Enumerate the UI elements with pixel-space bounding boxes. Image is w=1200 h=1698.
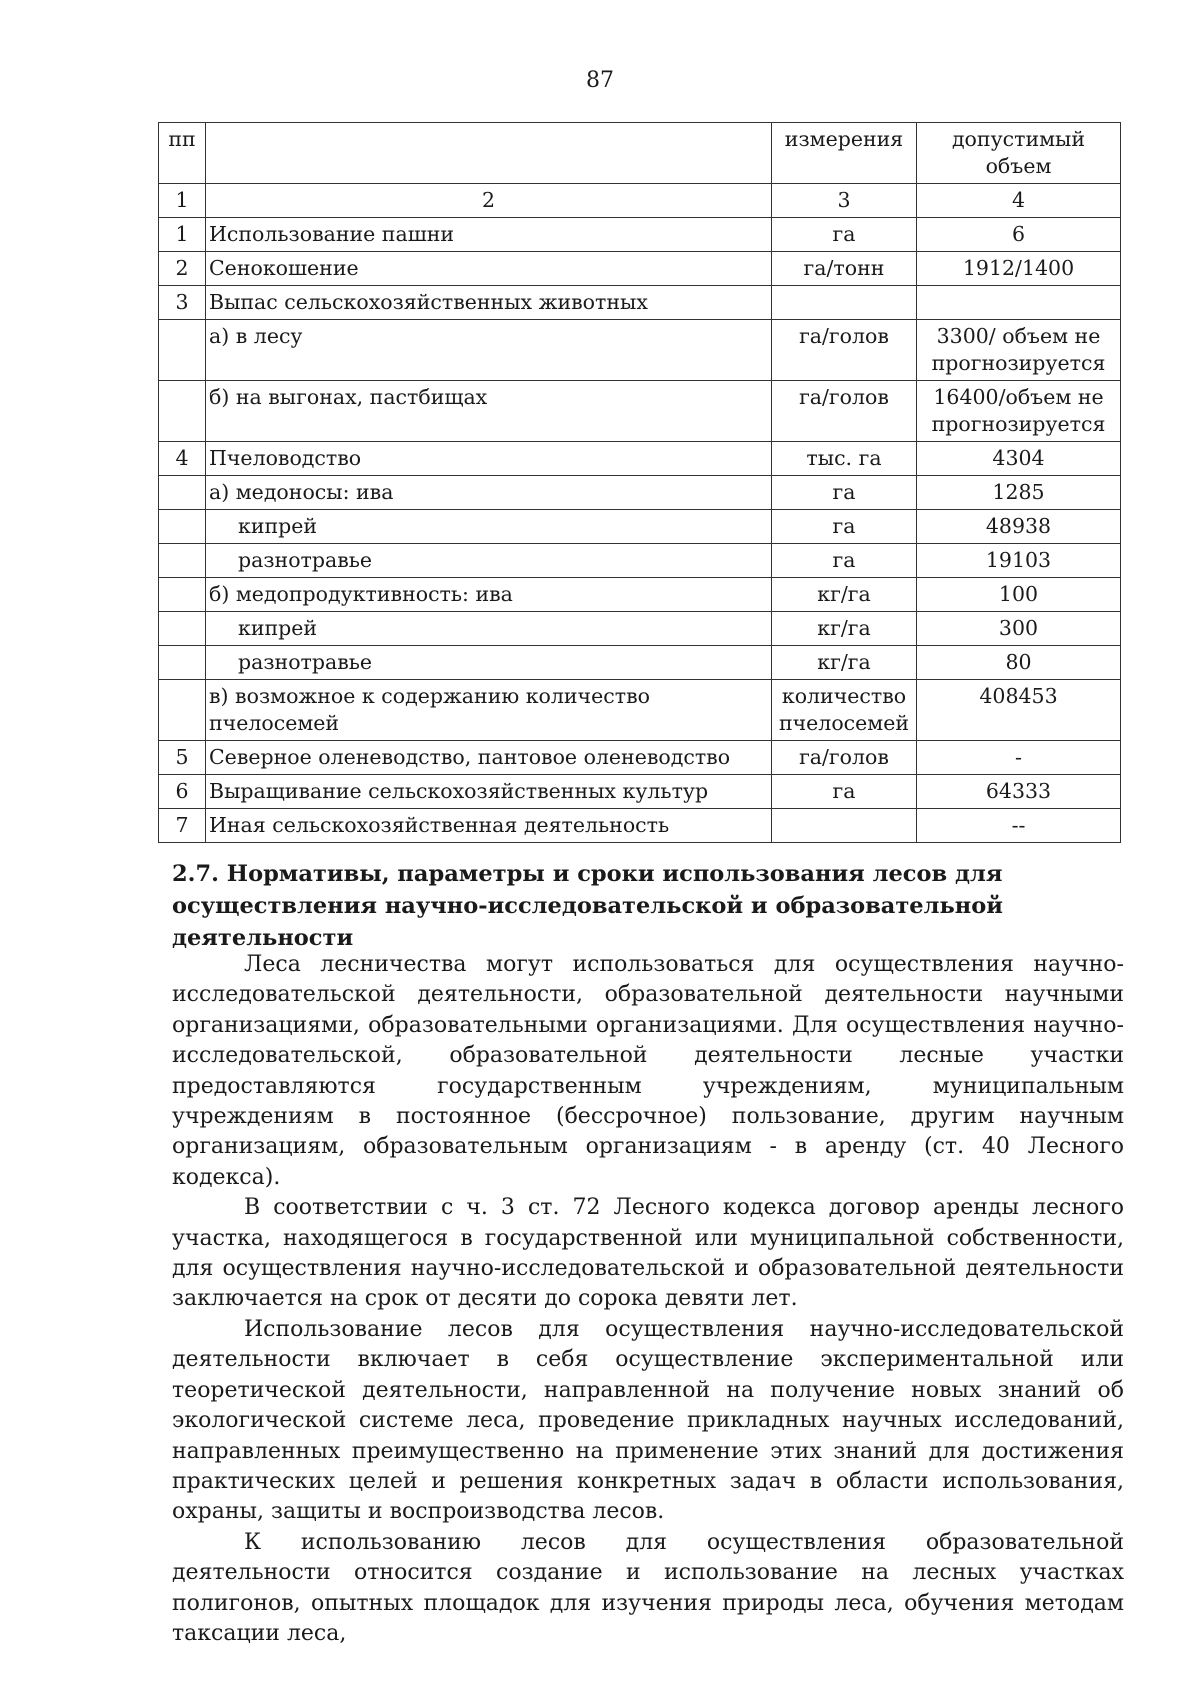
- row-number: 6: [159, 775, 206, 809]
- row-volume: 19103: [917, 544, 1121, 578]
- header-cell: измерения: [772, 123, 917, 184]
- row-number: [159, 578, 206, 612]
- body-text: [172, 950, 1124, 1649]
- table-row: [159, 252, 1121, 286]
- row-unit: га: [772, 544, 917, 578]
- row-number: [159, 612, 206, 646]
- row-name: б) на выгонах, пастбищах: [206, 381, 772, 442]
- row-volume: -: [917, 741, 1121, 775]
- table-row: [159, 544, 1121, 578]
- paragraph: Леса лесничества могут использоваться для осуществления научно-исследовательской деятельности, образовательной деятельности научными организациями, образовательными организациями. Для осуществления научно-исследовательской, образовательной деятельности лесные участки предоставляются государственным учреждениям, муниципальным учреждениям в постоянное (бессрочное) пользование, другим научным организациям, образовательным организациям - в аренду (ст. 40 Лесного кодекса).: [172, 952, 1124, 1190]
- table-index-row: [159, 184, 1121, 218]
- row-unit: га: [772, 476, 917, 510]
- row-number: [159, 680, 206, 741]
- table-row: [159, 680, 1121, 741]
- row-number: 5: [159, 741, 206, 775]
- table-row: [159, 612, 1121, 646]
- row-unit: га: [772, 218, 917, 252]
- row-unit: кг/га: [772, 578, 917, 612]
- row-volume: 408453: [917, 680, 1121, 741]
- row-name: кипрей: [206, 510, 772, 544]
- row-name: б) медопродуктивность: ива: [206, 578, 772, 612]
- row-volume: 4304: [917, 442, 1121, 476]
- row-volume: 1285: [917, 476, 1121, 510]
- row-number: 3: [159, 286, 206, 320]
- row-number: [159, 646, 206, 680]
- row-number: 4: [159, 442, 206, 476]
- row-number: [159, 381, 206, 442]
- table-row: [159, 646, 1121, 680]
- row-volume: 48938: [917, 510, 1121, 544]
- row-unit: га/тонн: [772, 252, 917, 286]
- header-cell: [206, 123, 772, 184]
- row-name: Сенокошение: [206, 252, 772, 286]
- table-row: [159, 320, 1121, 381]
- table-row: [159, 809, 1121, 843]
- table-row: [159, 510, 1121, 544]
- row-volume: --: [917, 809, 1121, 843]
- paragraph: Использование лесов для осуществления научно-исследовательской деятельности включает в себя осуществление экспериментальной или теоретической деятельности, направленной на получение новых знаний об экологической системе леса, проведение прикладных научных исследований, направленных преимущественно на применение этих знаний для достижения практических целей и решения конкретных задач в области использования, охраны, защиты и воспроизводства лесов.: [172, 1316, 1124, 1525]
- header-cell: допустимый объем: [917, 123, 1121, 184]
- row-name: кипрей: [206, 612, 772, 646]
- paragraph: К использованию лесов для осуществления образовательной деятельности относится создание и использование на лесных участках полигонов, опытных площадок для изучения природы леса, обучения методам таксации леса,: [172, 1529, 1124, 1646]
- row-unit: га/голов: [772, 320, 917, 381]
- row-name: Пчеловодство: [206, 442, 772, 476]
- row-unit: [772, 809, 917, 843]
- row-volume: 3300/ объем не прогнозируется: [917, 320, 1121, 381]
- row-number: 1: [159, 218, 206, 252]
- table-row: [159, 476, 1121, 510]
- row-number: 7: [159, 809, 206, 843]
- row-name: а) в лесу: [206, 320, 772, 381]
- row-name: разнотравье: [206, 646, 772, 680]
- row-volume: 300: [917, 612, 1121, 646]
- row-unit: тыс. га: [772, 442, 917, 476]
- table-row: [159, 218, 1121, 252]
- row-name: Иная сельскохозяйственная деятельность: [206, 809, 772, 843]
- index-cell: 1: [159, 184, 206, 218]
- header-cell: пп: [159, 123, 206, 184]
- index-cell: 3: [772, 184, 917, 218]
- row-number: [159, 320, 206, 381]
- row-volume: 100: [917, 578, 1121, 612]
- index-cell: 2: [206, 184, 772, 218]
- row-name: в) возможное к содержанию количество пчелосемей: [206, 680, 772, 741]
- row-name: а) медоносы: ива: [206, 476, 772, 510]
- row-number: 2: [159, 252, 206, 286]
- table-row: [159, 442, 1121, 476]
- section-title: 2.7. Нормативы, параметры и сроки использования лесов для осуществления научно-исследовательской и образовательной деятельности: [172, 861, 1003, 951]
- page-number: 87: [586, 68, 614, 93]
- row-name: разнотравье: [206, 544, 772, 578]
- row-unit: га/голов: [772, 381, 917, 442]
- row-name: Использование пашни: [206, 218, 772, 252]
- table-row: [159, 381, 1121, 442]
- row-unit: кг/га: [772, 646, 917, 680]
- row-volume: 1912/1400: [917, 252, 1121, 286]
- row-volume: 6: [917, 218, 1121, 252]
- row-number: [159, 544, 206, 578]
- row-volume: 80: [917, 646, 1121, 680]
- table-row: [159, 775, 1121, 809]
- table-row: [159, 286, 1121, 320]
- table-header-row: [159, 123, 1121, 184]
- row-volume: [917, 286, 1121, 320]
- row-number: [159, 476, 206, 510]
- row-name: Северное оленеводство, пантовое оленеводство: [206, 741, 772, 775]
- row-volume: 64333: [917, 775, 1121, 809]
- paragraph: В соответствии с ч. 3 ст. 72 Лесного кодекса договор аренды лесного участка, находящегося в государственной или муниципальной собственности, для осуществления научно-исследовательской и образовательной деятельности заключается на срок от десяти до сорока девяти лет.: [172, 1195, 1124, 1312]
- table-row: [159, 741, 1121, 775]
- row-unit: кг/га: [772, 612, 917, 646]
- row-number: [159, 510, 206, 544]
- row-unit: га: [772, 510, 917, 544]
- row-name: Выращивание сельскохозяйственных культур: [206, 775, 772, 809]
- row-unit: га/голов: [772, 741, 917, 775]
- table-row: [159, 578, 1121, 612]
- row-name: Выпас сельскохозяйственных животных: [206, 286, 772, 320]
- row-volume: 16400/объем не прогнозируется: [917, 381, 1121, 442]
- row-unit: [772, 286, 917, 320]
- index-cell: 4: [917, 184, 1121, 218]
- row-unit: количество пчелосемей: [772, 680, 917, 741]
- row-unit: га: [772, 775, 917, 809]
- forest-use-table: [158, 122, 1121, 843]
